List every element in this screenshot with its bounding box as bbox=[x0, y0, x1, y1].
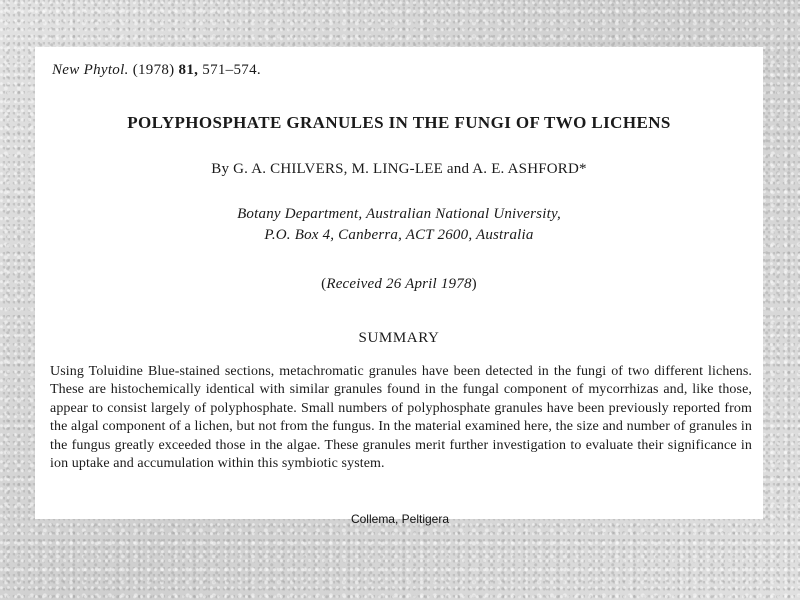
author-affiliation bbox=[35, 204, 763, 246]
citation-volume: 81, bbox=[178, 62, 199, 78]
journal-name: New Phytol. bbox=[52, 62, 129, 78]
received-close-paren: ) bbox=[471, 276, 477, 292]
received-open-paren: ( bbox=[321, 276, 327, 292]
paper-excerpt bbox=[35, 47, 763, 519]
citation-pages: 571–574. bbox=[202, 62, 261, 78]
summary-body: Using Toluidine Blue-stained sections, metachromatic granules have been detected in the fungi of two different lichens. These are histochemically identical with similar granules found in the fungal component of mycorrhizas and, like those, appear to consist largely of polyphosphate. Small numbers of polyphosphate granules have been previously reported from the algal component of a lichen, but not from the fungus. In the material examined here, the size and number of granules in the fungus greatly exceeded those in the algae. These granules merit further investigation to evaluate their significance in ion uptake and accumulation within this symbiotic system. bbox=[50, 364, 752, 472]
received-text: Received 26 April 1978 bbox=[326, 276, 472, 292]
paper-authors: By G. A. CHILVERS, M. LING-LEE and A. E. ASHFORD* bbox=[211, 161, 587, 177]
citation-year: (1978) bbox=[132, 62, 175, 78]
journal-citation bbox=[52, 62, 261, 79]
summary-heading: SUMMARY bbox=[358, 330, 440, 346]
slide-caption: Collema, Peltigera bbox=[350, 512, 450, 526]
paper-title: POLYPHOSPHATE GRANULES IN THE FUNGI OF TWO LICHENS bbox=[127, 113, 671, 132]
received-date bbox=[35, 276, 763, 293]
affiliation-line-2: P.O. Box 4, Canberra, ACT 2600, Australia bbox=[264, 227, 534, 243]
affiliation-line-1: Botany Department, Australian National University, bbox=[237, 206, 561, 222]
